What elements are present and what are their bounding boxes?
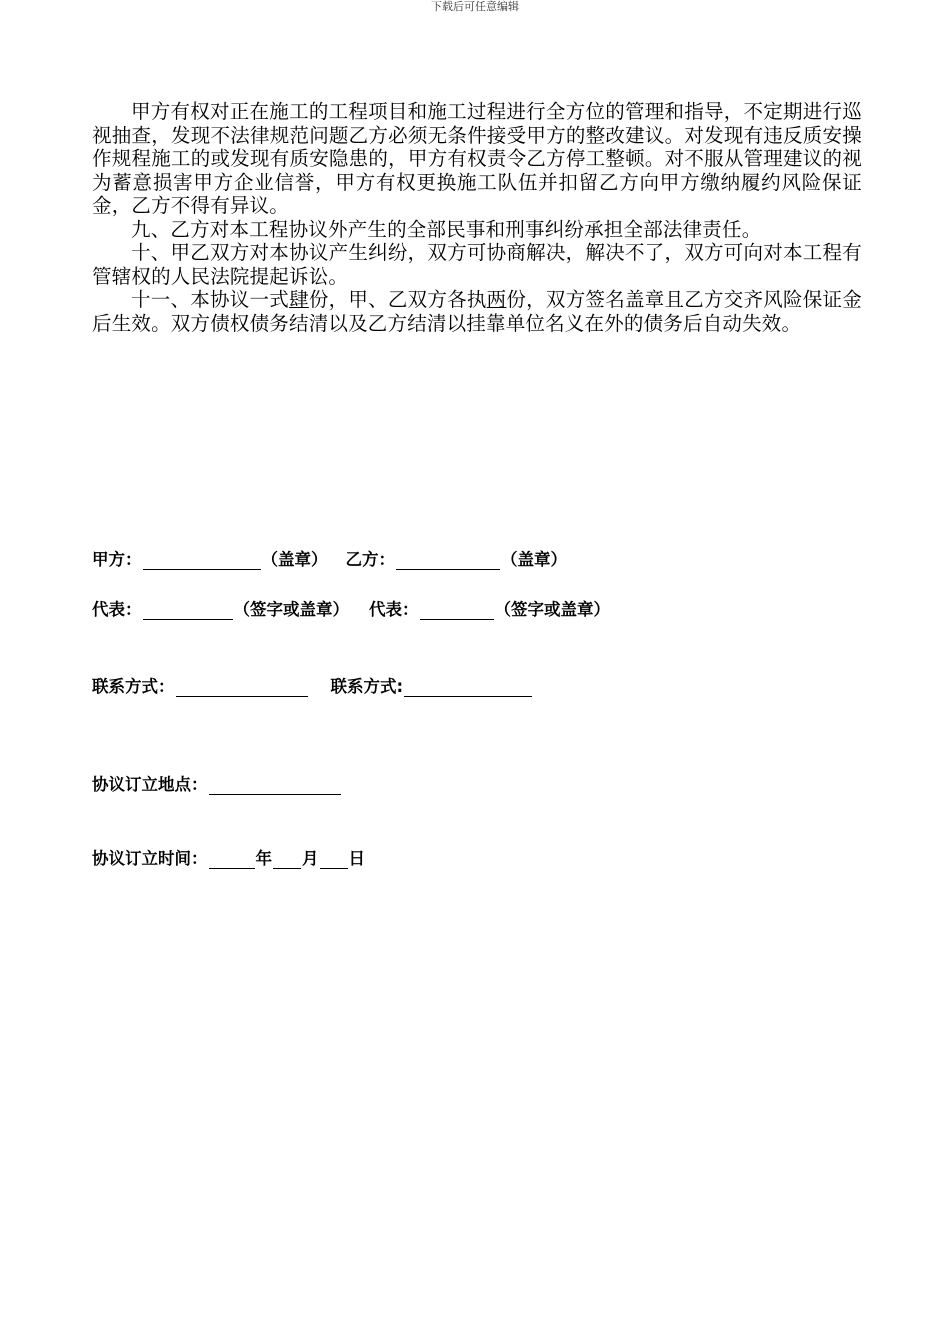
contact-a-blank[interactable]: [176, 680, 308, 697]
party-b-blank[interactable]: [396, 553, 500, 570]
day-label: 日: [348, 849, 365, 868]
party-a-label: 甲方：: [92, 550, 142, 569]
party-b-seal: （盖章）: [501, 550, 567, 569]
time-row: [92, 849, 365, 869]
rep-a-blank[interactable]: [143, 603, 233, 620]
place-label: 协议订立地点：: [92, 775, 208, 794]
year-blank[interactable]: [209, 852, 255, 869]
clause-eleven-part-c: 份，双方签名盖章且乙方交齐风险保证金后生效。双方债权债务结清以及乙方结清以挂靠单位名义在外的债务后自动失效。: [92, 288, 862, 335]
contact-b-label: 联系方式:: [330, 677, 404, 696]
party-b-label: 乙方：: [345, 550, 395, 569]
clause-ten: 十、甲乙双方对本协议产生纠纷，双方可协商解决，解决不了，双方可向对本工程有管辖权的人民法院提起诉讼。: [92, 241, 862, 288]
party-a-seal: （盖章）: [261, 550, 328, 569]
clause-eleven-part-b: 份，甲、乙双方各执: [308, 288, 487, 311]
place-blank[interactable]: [209, 778, 341, 795]
rep-a-label: 代表：: [92, 600, 142, 619]
copies-each: 两: [486, 288, 507, 311]
rep-b-sign: （签字或盖章）: [494, 600, 610, 619]
copies-total: 肆: [289, 288, 309, 311]
party-row: [92, 550, 567, 570]
clause-eleven-part-a: 十一、本协议一式: [131, 288, 290, 311]
time-label: 协议订立时间：: [92, 849, 208, 868]
rep-a-sign: （签字或盖章）: [233, 600, 349, 619]
day-blank[interactable]: [320, 852, 348, 869]
rep-b-blank[interactable]: [420, 603, 494, 620]
contact-row: [92, 677, 533, 697]
agreement-body: [92, 100, 862, 335]
party-a-blank[interactable]: [143, 553, 261, 570]
rep-b-label: 代表：: [369, 600, 419, 619]
clause-eleven: [92, 288, 862, 335]
header-note: 下载后可任意编辑: [431, 0, 519, 13]
contact-a-label: 联系方式：: [92, 677, 175, 696]
place-row: [92, 775, 342, 795]
month-label: 月: [302, 849, 319, 868]
month-blank[interactable]: [273, 852, 301, 869]
contact-b-blank[interactable]: [404, 680, 532, 697]
clause-nine: 九、乙方对本工程协议外产生的全部民事和刑事纠纷承担全部法律责任。: [131, 217, 762, 241]
representative-row: [92, 600, 610, 620]
clause-management: 甲方有权对正在施工的工程项目和施工过程进行全方位的管理和指导，不定期进行巡视抽查，发现不法律规范问题乙方必须无条件接受甲方的整改建议。对发现有违反质安操作规程施工的或发现有质安隐患的，甲方有权责令乙方停工整顿。对不服从管理建议的视为蓄意损害甲方企业信誉，甲方有权更换施工队伍并扣留乙方向甲方缴纳履约风险保证金，乙方不得有异议。: [92, 100, 862, 217]
year-label: 年: [255, 849, 272, 868]
